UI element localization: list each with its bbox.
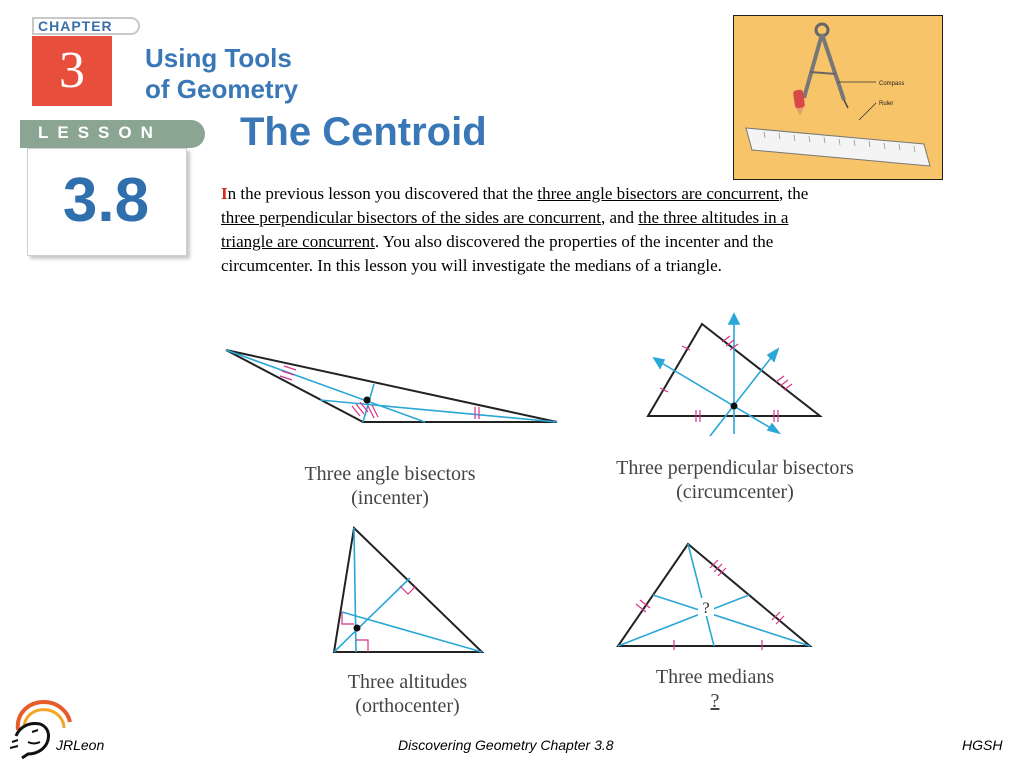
compass-ruler-illustration bbox=[734, 16, 942, 179]
incenter-caption bbox=[280, 462, 500, 510]
ruler-label: Ruler bbox=[879, 101, 894, 107]
intro-text-3: , and bbox=[600, 208, 639, 227]
orthocenter-diagram bbox=[328, 522, 488, 657]
intro-first-letter: I bbox=[221, 184, 228, 203]
intro-link-angle-bisectors: three angle bisectors are concurrent bbox=[537, 184, 779, 203]
intro-link-altitudes: the three altitudes in a triangle are concurrent bbox=[221, 208, 789, 251]
orthocenter-caption-line1: Three altitudes bbox=[347, 671, 468, 693]
footer-school: HGSH bbox=[962, 737, 1003, 753]
intro-text-2: , the bbox=[779, 184, 809, 203]
incenter-caption-line2: (incenter) bbox=[351, 487, 429, 509]
circumcenter-caption-line1: Three perpendicular bisectors bbox=[616, 457, 854, 479]
lesson-label: LESSON bbox=[38, 123, 162, 142]
medians-diagram bbox=[612, 538, 817, 650]
page-title: The Centroid bbox=[240, 110, 487, 154]
incenter-caption-line1: Three angle bisectors bbox=[304, 463, 476, 485]
footer-author: JRLeon bbox=[56, 737, 105, 753]
lesson-number: 3.8 bbox=[62, 166, 150, 235]
chapter-title-line1: Using Tools bbox=[145, 43, 292, 73]
compass-ruler-image bbox=[733, 15, 943, 180]
circumcenter-caption bbox=[590, 456, 880, 504]
intro-link-perpendicular-bisectors: three perpendicular bisectors of the sides are concurrent bbox=[221, 208, 601, 227]
chapter-title bbox=[145, 43, 298, 105]
orthocenter-caption-line2: (orthocenter) bbox=[355, 695, 460, 717]
orthocenter-caption bbox=[300, 670, 515, 718]
footer-course: Discovering Geometry Chapter 3.8 bbox=[398, 737, 614, 753]
chapter-label: CHAPTER bbox=[38, 18, 113, 34]
compass-label: Compass bbox=[879, 81, 905, 87]
medians-caption-line1: Three medians bbox=[655, 666, 775, 688]
intro-text-4: . You also discovered the properties of the incenter and the circumcenter. In this lesson you will investigate the medians of a triangle. bbox=[221, 232, 774, 275]
incenter-diagram bbox=[220, 340, 565, 430]
chapter-title-line2: of Geometry bbox=[145, 74, 299, 104]
chapter-number: 3 bbox=[59, 42, 85, 99]
intro-text-1: n the previous lesson you discovered that the bbox=[227, 184, 538, 203]
circumcenter-caption-line2: (circumcenter) bbox=[676, 481, 794, 503]
medians-center-mark: ? bbox=[702, 600, 710, 617]
medians-caption bbox=[625, 665, 805, 713]
intro-paragraph bbox=[221, 182, 841, 278]
circumcenter-diagram bbox=[640, 312, 830, 440]
medians-caption-line2: ? bbox=[710, 690, 720, 712]
